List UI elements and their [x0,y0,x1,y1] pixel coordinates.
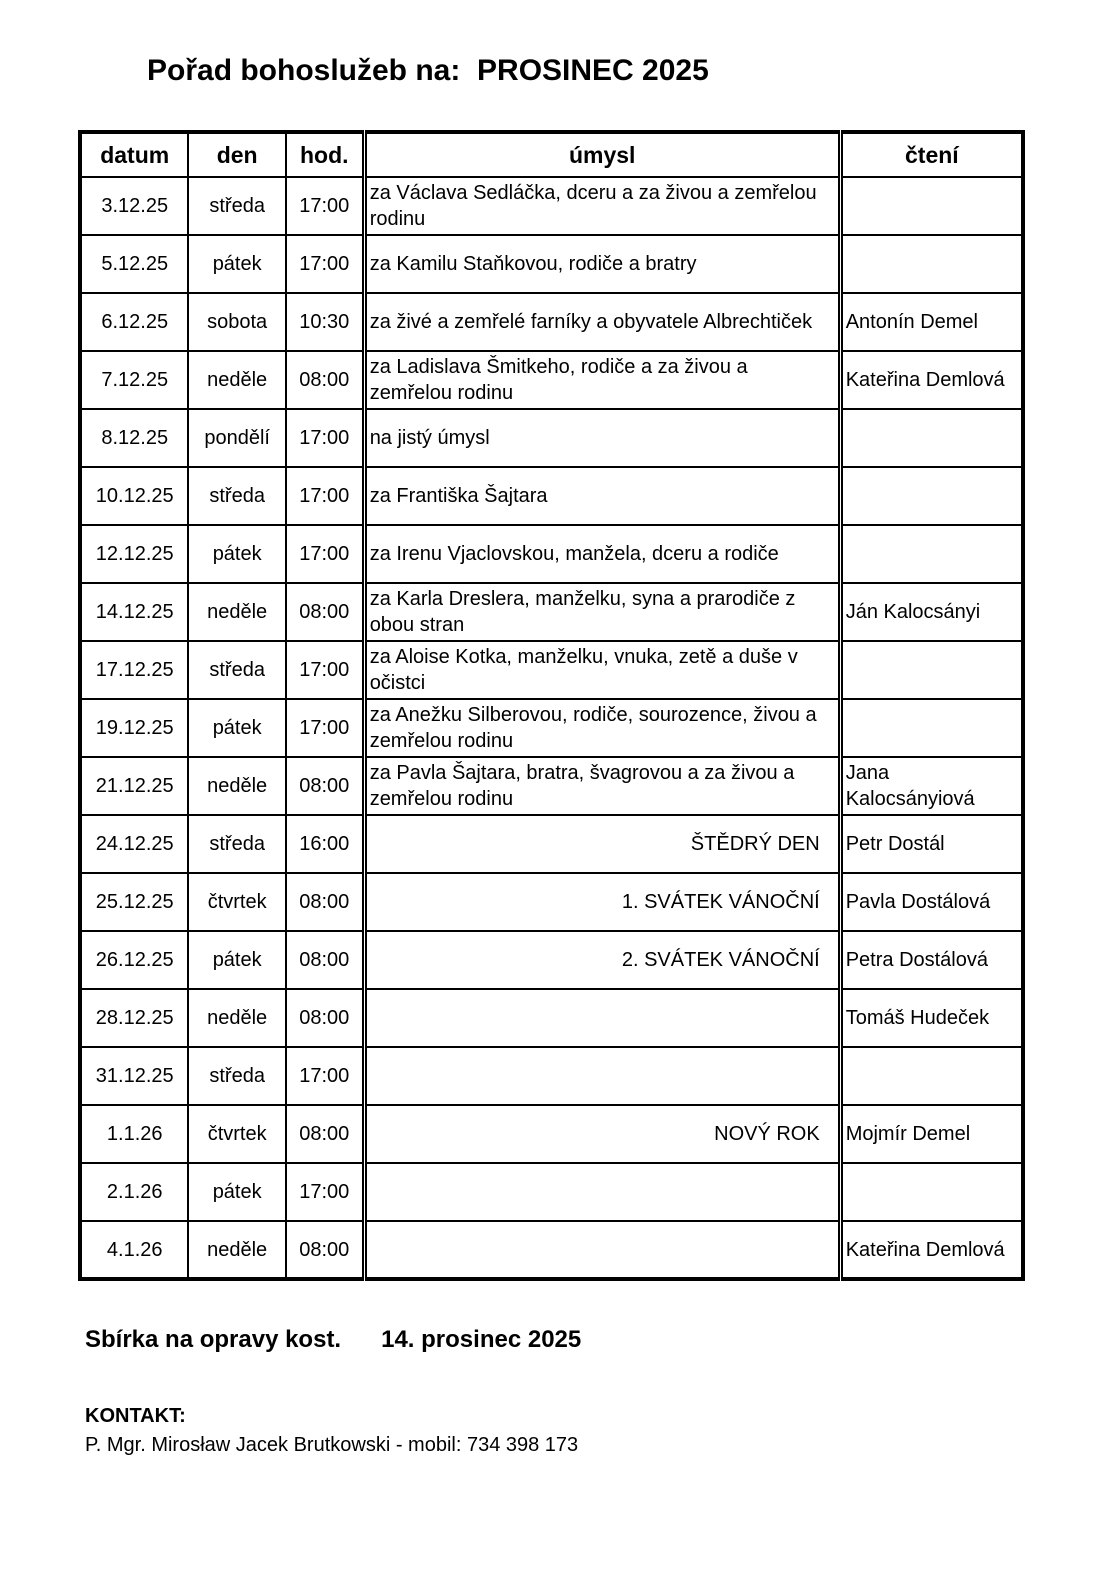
table-header-row [80,132,1023,177]
table-row [80,177,1023,235]
cell-hod: 08:00 [286,1105,364,1163]
cell-hod: 08:00 [286,989,364,1047]
cell-umysl: za Václava Sedláčka, dceru a za živou a zemřelou rodinu [364,177,840,235]
cell-den: středa [188,641,285,699]
table-row [80,351,1023,409]
cell-umysl: 2. SVÁTEK VÁNOČNÍ [364,931,840,989]
cell-den: neděle [188,1221,285,1279]
table-row [80,293,1023,351]
cell-den: středa [188,177,285,235]
cell-den: pondělí [188,409,285,467]
cell-umysl: za Irenu Vjaclovskou, manžela, dceru a rodiče [364,525,840,583]
table-row [80,1047,1023,1105]
table-row [80,931,1023,989]
cell-den: neděle [188,989,285,1047]
cell-datum: 28.12.25 [80,989,188,1047]
cell-cteni: Tomáš Hudeček [840,989,1023,1047]
cell-den: sobota [188,293,285,351]
table-row [80,1105,1023,1163]
cell-umysl: na jistý úmysl [364,409,840,467]
cell-datum: 17.12.25 [80,641,188,699]
cell-den: pátek [188,525,285,583]
contact-heading: KONTAKT: [85,1405,186,1427]
header-hod: hod. [286,132,364,177]
cell-hod: 16:00 [286,815,364,873]
cell-cteni: Petr Dostál [840,815,1023,873]
cell-hod: 17:00 [286,641,364,699]
cell-datum: 12.12.25 [80,525,188,583]
cell-hod: 08:00 [286,351,364,409]
cell-hod: 17:00 [286,525,364,583]
cell-datum: 5.12.25 [80,235,188,293]
cell-umysl: za Kamilu Staňkovou, rodiče a bratry [364,235,840,293]
table-row [80,641,1023,699]
table-row [80,873,1023,931]
cell-umysl: za Ladislava Šmitkeho, rodiče a za živou a zemřelou rodinu [364,351,840,409]
cell-hod: 08:00 [286,757,364,815]
cell-datum: 10.12.25 [80,467,188,525]
cell-cteni [840,409,1023,467]
cell-cteni [840,525,1023,583]
cell-cteni [840,699,1023,757]
table-row [80,757,1023,815]
cell-datum: 26.12.25 [80,931,188,989]
cell-hod: 08:00 [286,931,364,989]
cell-hod: 08:00 [286,873,364,931]
cell-datum: 14.12.25 [80,583,188,641]
cell-umysl: 1. SVÁTEK VÁNOČNÍ [364,873,840,931]
cell-cteni: Kateřina Demlová [840,1221,1023,1279]
cell-hod: 17:00 [286,177,364,235]
cell-hod: 17:00 [286,467,364,525]
cell-den: pátek [188,235,285,293]
cell-datum: 19.12.25 [80,699,188,757]
cell-cteni [840,177,1023,235]
cell-hod: 17:00 [286,699,364,757]
cell-datum: 4.1.26 [80,1221,188,1279]
cell-umysl [364,1047,840,1105]
cell-cteni: Mojmír Demel [840,1105,1023,1163]
cell-datum: 31.12.25 [80,1047,188,1105]
cell-den: pátek [188,1163,285,1221]
cell-den: neděle [188,583,285,641]
cell-hod: 10:30 [286,293,364,351]
cell-cteni [840,467,1023,525]
cell-umysl [364,989,840,1047]
cell-datum: 1.1.26 [80,1105,188,1163]
cell-cteni: Pavla Dostálová [840,873,1023,931]
cell-hod: 08:00 [286,583,364,641]
cell-cteni: Petra Dostálová [840,931,1023,989]
cell-cteni [840,235,1023,293]
cell-hod: 17:00 [286,1047,364,1105]
cell-datum: 3.12.25 [80,177,188,235]
cell-cteni: Kateřina Demlová [840,351,1023,409]
table-row [80,1163,1023,1221]
schedule-table [78,130,1025,1281]
cell-umysl: za Aloise Kotka, manželku, vnuka, zetě a duše v očistci [364,641,840,699]
cell-cteni [840,1163,1023,1221]
table-row [80,815,1023,873]
cell-den: pátek [188,699,285,757]
cell-datum: 8.12.25 [80,409,188,467]
cell-hod: 17:00 [286,1163,364,1221]
table-row [80,1221,1023,1279]
header-cteni: čtení [840,132,1023,177]
cell-datum: 2.1.26 [80,1163,188,1221]
cell-umysl: za živé a zemřelé farníky a obyvatele Albrechtiček [364,293,840,351]
page-title [147,54,709,88]
cell-hod: 08:00 [286,1221,364,1279]
cell-umysl: za Karla Dreslera, manželku, syna a prarodiče z obou stran [364,583,840,641]
header-datum: datum [80,132,188,177]
cell-cteni [840,641,1023,699]
cell-datum: 21.12.25 [80,757,188,815]
contact-text: P. Mgr. Mirosław Jacek Brutkowski - mobil: 734 398 173 [85,1434,579,1456]
cell-cteni: Antonín Demel [840,293,1023,351]
table-row [80,235,1023,293]
cell-datum: 6.12.25 [80,293,188,351]
table-row [80,467,1023,525]
title-month: PROSINEC 2025 [477,54,709,87]
cell-hod: 17:00 [286,409,364,467]
cell-umysl [364,1221,840,1279]
collection-date: 14. prosinec 2025 [381,1326,582,1353]
cell-datum: 25.12.25 [80,873,188,931]
cell-cteni: Ján Kalocsányi [840,583,1023,641]
table-row [80,989,1023,1047]
header-den: den [188,132,285,177]
cell-datum: 24.12.25 [80,815,188,873]
cell-den: neděle [188,757,285,815]
cell-umysl: ŠTĚDRÝ DEN [364,815,840,873]
collection-note [85,1326,581,1354]
table-row [80,409,1023,467]
cell-umysl: NOVÝ ROK [364,1105,840,1163]
cell-den: čtvrtek [188,873,285,931]
cell-den: středa [188,1047,285,1105]
cell-den: čtvrtek [188,1105,285,1163]
cell-umysl: za Františka Šajtara [364,467,840,525]
cell-den: středa [188,467,285,525]
table-row [80,583,1023,641]
cell-den: středa [188,815,285,873]
table-row [80,525,1023,583]
cell-den: pátek [188,931,285,989]
cell-umysl: za Anežku Silberovou, rodiče, sourozence, živou a zemřelou rodinu [364,699,840,757]
cell-cteni: Jana Kalocsányiová [840,757,1023,815]
collection-label: Sbírka na opravy kost. [85,1326,342,1353]
cell-den: neděle [188,351,285,409]
title-label: Pořad bohoslužeb na: [147,54,461,87]
table-row [80,699,1023,757]
cell-datum: 7.12.25 [80,351,188,409]
cell-hod: 17:00 [286,235,364,293]
cell-cteni [840,1047,1023,1105]
cell-umysl: za Pavla Šajtara, bratra, švagrovou a za živou a zemřelou rodinu [364,757,840,815]
header-umysl: úmysl [364,132,840,177]
cell-umysl [364,1163,840,1221]
